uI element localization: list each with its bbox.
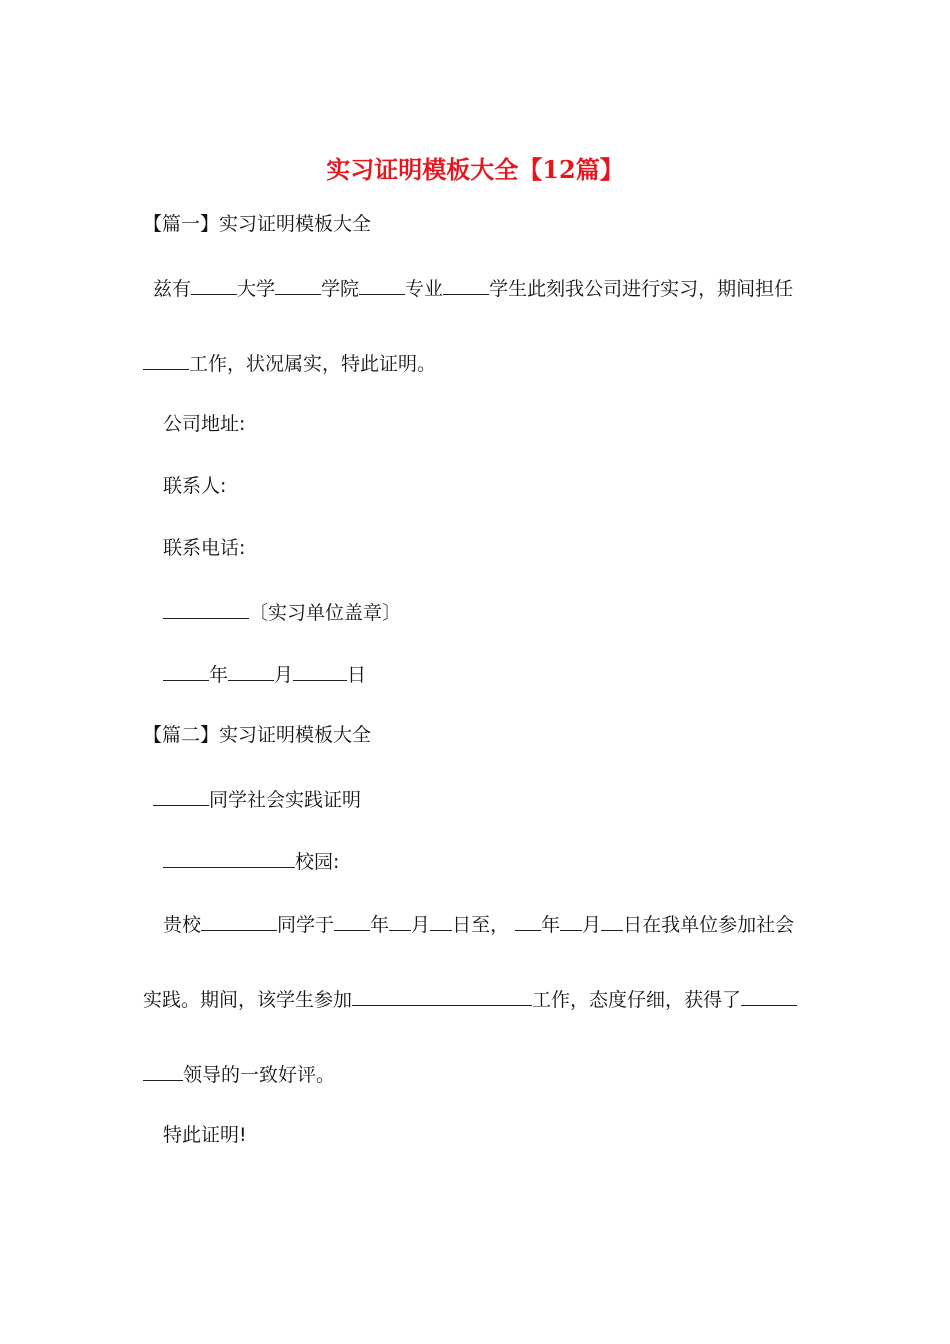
body-text: 年 <box>541 914 561 936</box>
section2-paragraph-line3 <box>143 1060 335 1088</box>
blank-start-day <box>430 910 452 931</box>
blank-start-year <box>334 910 370 931</box>
section2-subtitle <box>153 785 361 813</box>
blank-work <box>352 985 532 1006</box>
section2-paragraph-line1 <box>163 910 794 938</box>
section1-paragraph-line2 <box>143 349 436 377</box>
blank-student <box>443 274 489 295</box>
blank-day <box>293 660 347 681</box>
seal-line <box>163 598 401 626</box>
day-label: 日 <box>347 664 367 686</box>
salutation-text: 校园: <box>295 851 340 873</box>
body-text: 工作，态度仔细，获得了 <box>532 989 742 1011</box>
body-text: 月 <box>582 914 602 936</box>
seal-label: 〔实习单位盖章〕 <box>249 602 402 624</box>
date-line <box>163 660 366 688</box>
contact-phone-label: 联系电话: <box>163 537 246 559</box>
body-text: 月 <box>411 914 431 936</box>
blank-school <box>163 847 295 868</box>
body-text: 大学 <box>237 278 276 300</box>
document-title: 实习证明模板大全【12篇】 <box>326 155 624 184</box>
body-text: 实践。期间，该学生参加 <box>143 989 353 1011</box>
contact-person-label: 联系人: <box>163 475 227 497</box>
closing-text: 特此证明! <box>163 1124 247 1146</box>
month-label: 月 <box>274 664 294 686</box>
body-text: 专业 <box>405 278 444 300</box>
blank-student-name <box>153 785 209 806</box>
section2-heading: 【篇二】实习证明模板大全 <box>143 724 372 746</box>
body-text: 工作，状况属实，特此证明。 <box>189 353 437 375</box>
blank-major <box>359 274 405 295</box>
blank-year <box>163 660 209 681</box>
blank-university <box>191 274 237 295</box>
blank-praise-1 <box>741 985 797 1006</box>
blank-month <box>228 660 274 681</box>
blank-praise-2 <box>143 1060 183 1081</box>
blank-end-year <box>515 910 541 931</box>
body-text: 同学于 <box>277 914 335 936</box>
section1-paragraph-line1 <box>153 274 793 302</box>
blank-name <box>201 910 277 931</box>
body-text: 学生此刻我公司进行实习，期间担任 <box>489 278 794 300</box>
body-text: 日至， <box>452 914 510 936</box>
body-text: 日在我单位参加社会 <box>623 914 795 936</box>
year-label: 年 <box>209 664 229 686</box>
blank-end-month <box>560 910 582 931</box>
body-text: 兹有 <box>153 278 192 300</box>
blank-position <box>143 349 189 370</box>
body-text: 学院 <box>321 278 360 300</box>
section2-salutation <box>163 847 339 875</box>
blank-college <box>275 274 321 295</box>
blank-end-day <box>601 910 623 931</box>
body-text: 领导的一致好评。 <box>183 1064 336 1086</box>
body-text: 年 <box>370 914 390 936</box>
section2-paragraph-line2 <box>143 985 797 1013</box>
subtitle-text: 同学社会实践证明 <box>209 789 362 811</box>
blank-seal <box>163 598 249 619</box>
section1-heading: 【篇一】实习证明模板大全 <box>143 213 372 235</box>
body-text: 贵校 <box>163 914 202 936</box>
blank-start-month <box>389 910 411 931</box>
company-address-label: 公司地址: <box>163 413 246 435</box>
